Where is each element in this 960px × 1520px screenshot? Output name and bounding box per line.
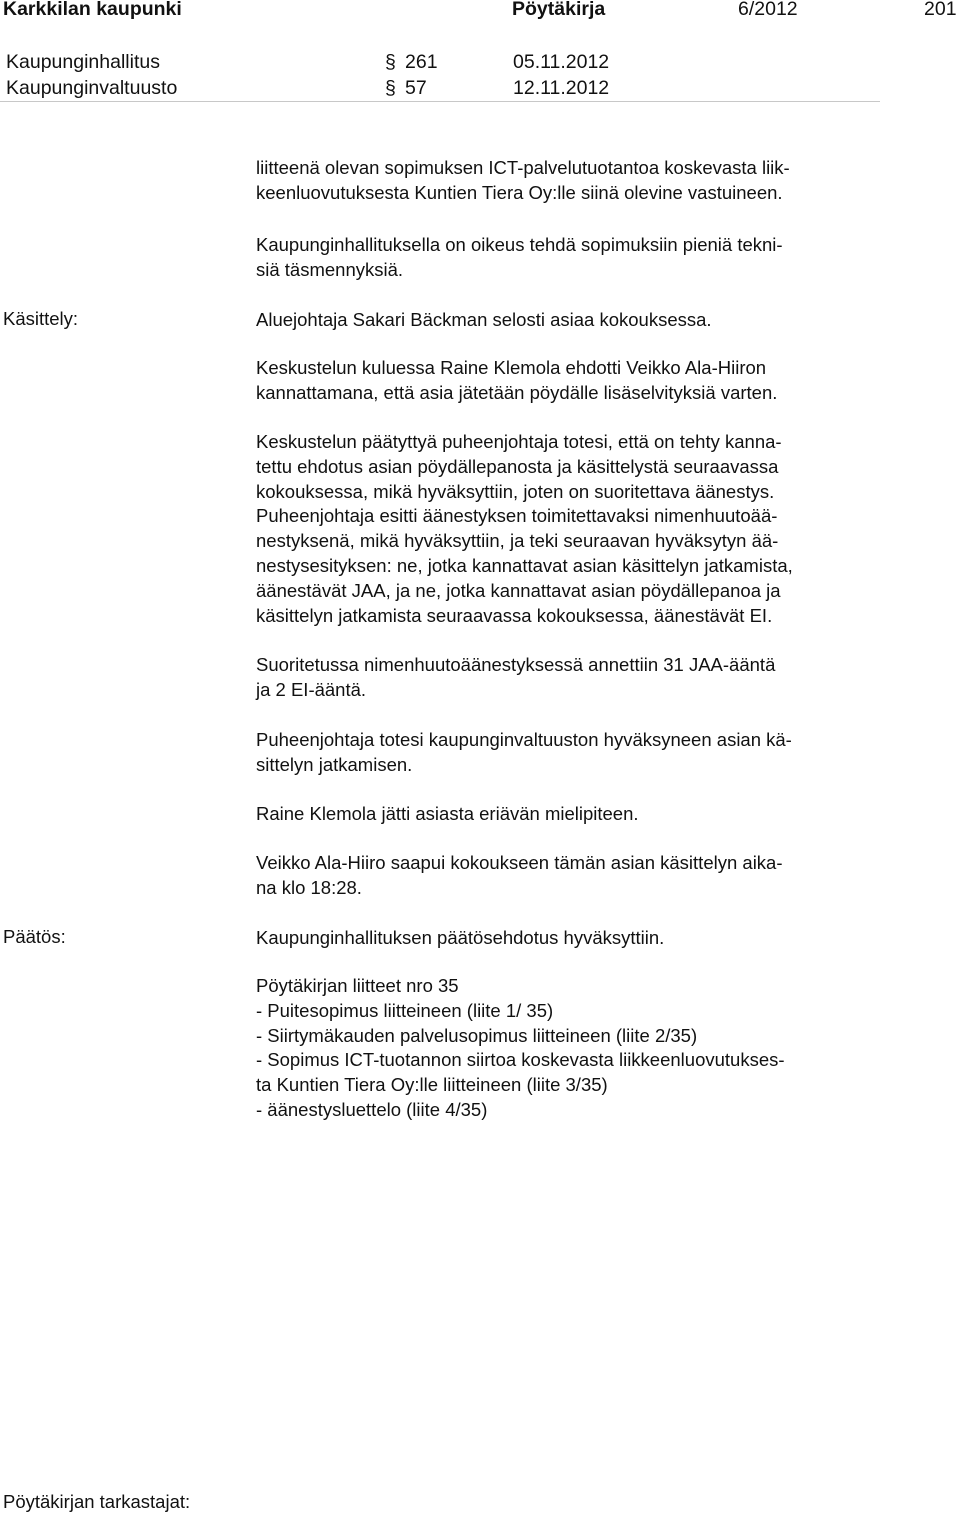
label-kasittely: Käsittely: — [3, 308, 79, 329]
paragraph-presentation: Aluejohtaja Sakari Bäckman selosti asiaa kokouksessa. — [256, 309, 712, 330]
section-sign: § — [385, 51, 396, 73]
paragraph-vote-procedure: Keskustelun päätyttyä puheenjohtaja totesi, että on tehty kanna- tettu ehdotus asian pöydällepanosta ja käsittelystä seuraavassa kokouksessa, mikä hyväksyttiin, joten on suoritettava äänestys. Puheenjohtaja esitti äänestyksen toimitettavaksi nimenhuutoää- nestyksenä, mikä hyväksyttiin, ja teki seuraavan hyväksytyn ää- nestysesityksen: ne, jotka kannattavat asian käsittelyn jatkamista, äänestävät JAA, ja ne, jotka kannattavat asian pöydällepanoa ja käsittelyn jatkamista seuraavassa kokouksessa, äänestävät EI. — [256, 431, 793, 626]
attachments-list: Pöytäkirjan liitteet nro 35 - Puitesopimus liitteineen (liite 1/ 35) - Siirtymäkauden palvelusopimus liitteineen (liite 2/35) - Sopimus ICT-tuotannon siirtoa koskevasta liikkeenluovutukses- ta Kuntien Tiera Oy:lle liitteineen (liite 3/35) - äänestysluettelo (liite 4/35) — [256, 975, 785, 1120]
paragraph-tabling-proposal: Keskustelun kuluessa Raine Klemola ehdotti Veikko Ala-Hiiron kannattamana, että asia jätetään pöydälle lisäselvityksiä varten. — [256, 357, 778, 403]
paragraph-amendments: Kaupunginhallituksella on oikeus tehdä sopimuksiin pieniä tekni- siä täsmennyksiä. — [256, 234, 783, 280]
meeting-body: Kaupunginvaltuusto — [6, 77, 178, 99]
section-number: 57 — [405, 77, 427, 99]
paragraph-decision: Kaupunginhallituksen päätösehdotus hyväksyttiin. — [256, 927, 665, 948]
organization-name: Karkkilan kaupunki — [3, 0, 182, 20]
header-divider — [0, 101, 880, 102]
paragraph-arrival: Veikko Ala-Hiiro saapui kokoukseen tämän asian käsittelyn aika- na klo 18:28. — [256, 852, 783, 898]
paragraph-vote-result: Suoritetussa nimenhuutoäänestyksessä annettiin 31 JAA-ääntä ja 2 EI-ääntä. — [256, 654, 776, 700]
paragraph-continuation: Puheenjohtaja totesi kaupunginvaltuuston hyväksyneen asian kä- sittelyn jatkamisen. — [256, 729, 792, 775]
section-sign: § — [385, 77, 396, 99]
section-number: 261 — [405, 51, 438, 73]
meeting-date: 12.11.2012 — [513, 77, 610, 99]
paragraph-dissent: Raine Klemola jätti asiasta eriävän mielipiteen. — [256, 803, 639, 824]
paragraph-agreement: liitteenä olevan sopimuksen ICT-palvelutuotantoa koskevasta liik- keenluovutuksesta Kuntien Tiera Oy:lle siinä olevine vastuineen. — [256, 157, 790, 203]
label-paatos: Päätös: — [3, 926, 66, 947]
page-number: 201 — [924, 0, 957, 20]
meeting-body: Kaupunginhallitus — [6, 51, 160, 73]
issue-number: 6/2012 — [738, 0, 798, 20]
label-tarkastajat: Pöytäkirjan tarkastajat: — [3, 1491, 191, 1512]
meeting-date: 05.11.2012 — [513, 51, 610, 73]
document-type: Pöytäkirja — [512, 0, 606, 20]
